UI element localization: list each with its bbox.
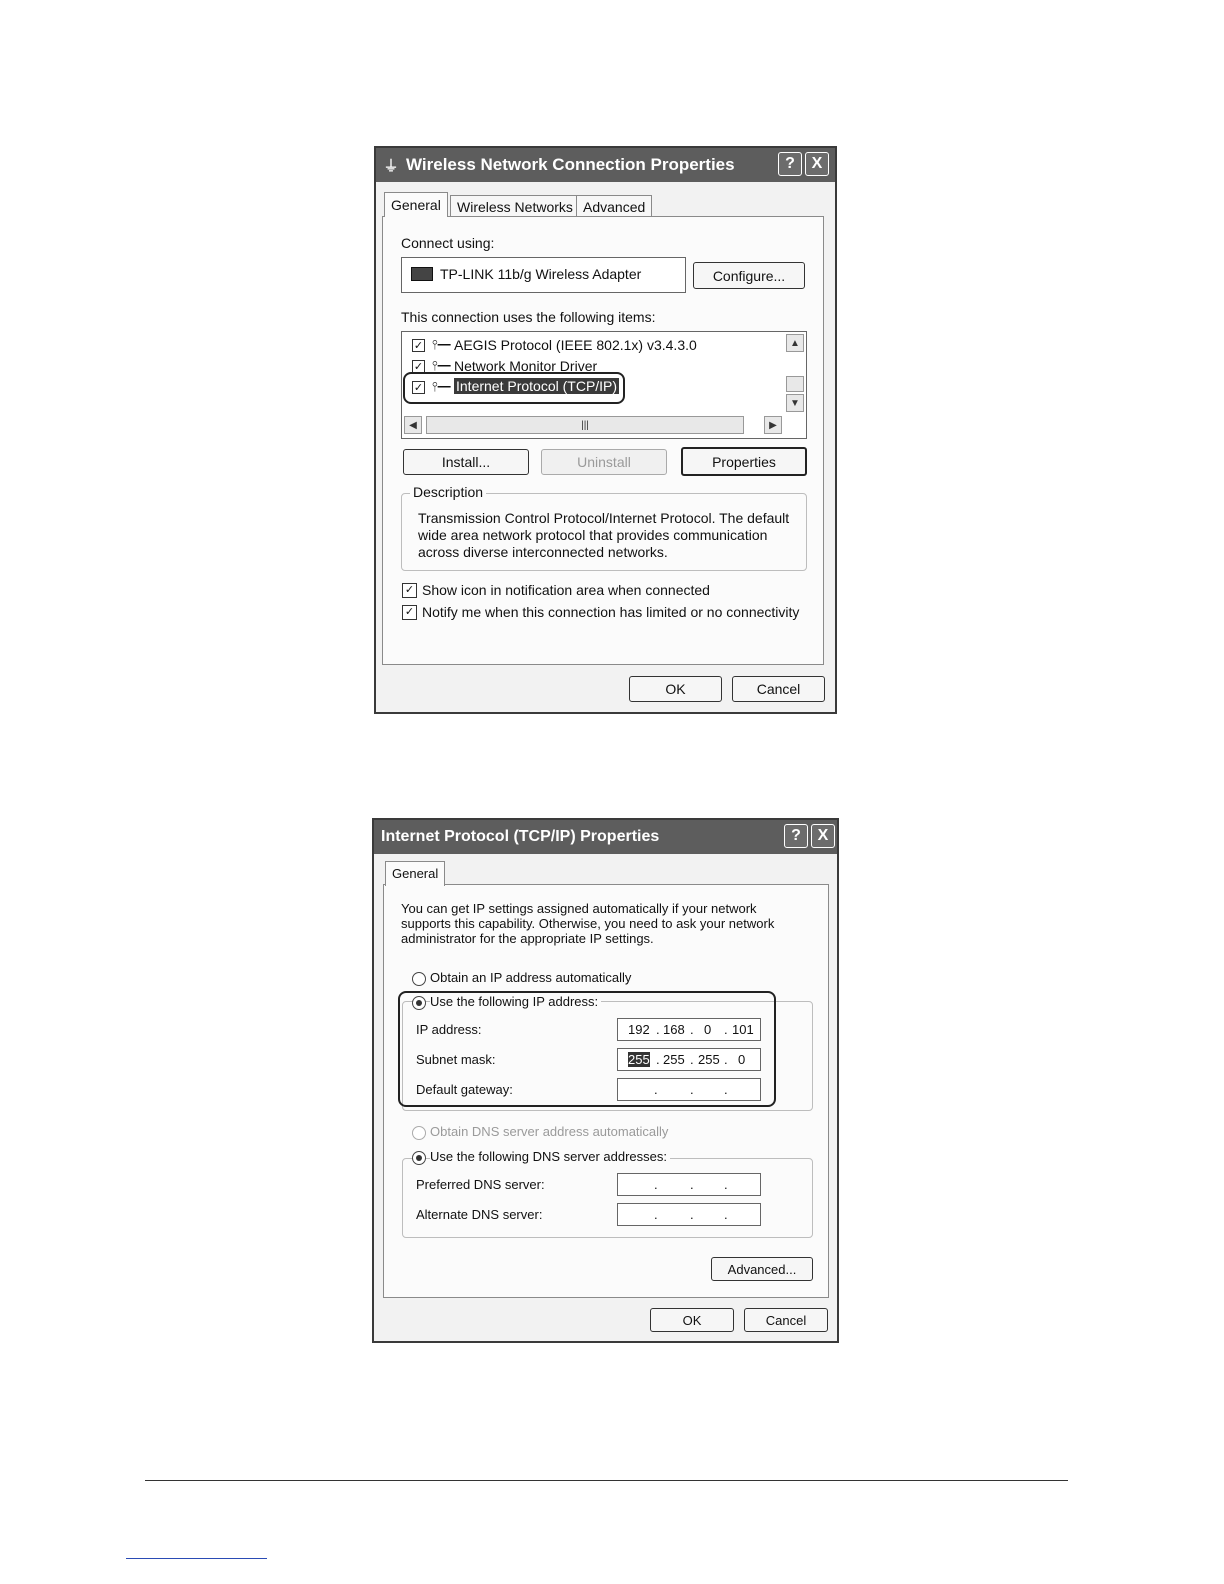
obtain-ip-label: Obtain an IP address automatically (430, 970, 632, 985)
intro-text: You can get IP settings assigned automatically if your network supports this capability. Otherwise, you need to ask your network administrator for the appropriate IP settings. (401, 901, 775, 946)
items-label: This connection uses the following items: (401, 309, 656, 325)
title-bar (374, 820, 837, 854)
obtain-dns-radio (412, 1126, 426, 1140)
show-icon-label: Show icon in notification area when connected (422, 582, 710, 598)
scroll-thumb[interactable] (786, 376, 804, 392)
general-panel (383, 884, 829, 1298)
description-text: Transmission Control Protocol/Internet Protocol. The default wide area network protocol that provides communication across diverse interconnected networks. (418, 510, 790, 560)
selection-highlight-outline (403, 372, 625, 404)
notify-checkbox[interactable]: ✓ (402, 605, 417, 620)
adapter-field (401, 257, 686, 293)
subnet-mask-label: Subnet mask: (416, 1052, 496, 1067)
scroll-up-button[interactable]: ▲ (786, 334, 804, 352)
cancel-button[interactable]: Cancel (744, 1308, 828, 1332)
tab-general[interactable]: General (385, 861, 445, 886)
uninstall-button: Uninstall (541, 449, 667, 475)
item-checkbox[interactable]: ✓ (413, 382, 424, 394)
show-icon-checkbox[interactable]: ✓ (402, 583, 417, 598)
help-button[interactable]: ? (784, 824, 808, 848)
tab-wireless-networks[interactable]: Wireless Networks (450, 195, 580, 217)
use-dns-label: Use the following DNS server addresses: (430, 1149, 670, 1164)
network-protocol-icon: ⫯━ (432, 379, 451, 394)
cancel-button[interactable]: Cancel (732, 676, 825, 702)
footnote-rule (126, 1558, 267, 1559)
use-ip-label: Use the following IP address: (430, 994, 601, 1009)
use-dns-radio[interactable] (412, 1151, 426, 1165)
obtain-dns-label: Obtain DNS server address automatically (430, 1124, 669, 1139)
use-ip-radio[interactable] (412, 996, 426, 1010)
ip-address-label: IP address: (416, 1022, 482, 1037)
alternate-dns-label: Alternate DNS server: (416, 1207, 543, 1222)
description-title: Description (410, 484, 486, 500)
scroll-left-button[interactable]: ◀ (404, 416, 422, 434)
connect-using-label: Connect using: (401, 235, 495, 251)
install-button[interactable]: Install... (403, 449, 529, 475)
item-label: Network Monitor Driver (454, 358, 598, 374)
network-connection-icon: ⏚ (383, 157, 399, 175)
configure-button[interactable]: Configure... (693, 262, 805, 289)
network-protocol-icon: ⫯━ (432, 358, 451, 373)
network-protocol-icon: ⫯━ (432, 337, 451, 352)
dialog-title: Wireless Network Connection Properties (406, 155, 735, 174)
wireless-properties-dialog (374, 146, 837, 714)
item-checkbox[interactable]: ✓ (413, 340, 424, 352)
notify-label: Notify me when this connection has limited or no connectivity (422, 604, 800, 620)
default-gateway-label: Default gateway: (416, 1082, 513, 1097)
ok-button[interactable]: OK (650, 1308, 734, 1332)
title-bar (376, 148, 835, 182)
close-button[interactable]: X (805, 152, 829, 176)
dns-group (402, 1158, 813, 1238)
footer-rule (145, 1480, 1068, 1481)
preferred-dns-label: Preferred DNS server: (416, 1177, 545, 1192)
close-button[interactable]: X (811, 824, 835, 848)
item-label: Internet Protocol (TCP/IP) (456, 378, 618, 394)
general-panel (382, 216, 824, 665)
scroll-down-button[interactable]: ▼ (786, 394, 804, 412)
dialog-title: Internet Protocol (TCP/IP) Properties (381, 828, 660, 845)
ip-address-input[interactable]: 192 . 168 . 0 . 101 (617, 1018, 761, 1041)
alternate-dns-input[interactable]: . . . (617, 1203, 761, 1226)
default-gateway-input[interactable]: . . . (617, 1078, 761, 1101)
horizontal-scroll-thumb[interactable]: ||| (426, 416, 744, 434)
help-button[interactable]: ? (778, 152, 802, 176)
scroll-right-button[interactable]: ▶ (764, 416, 782, 434)
tcpip-properties-dialog (372, 818, 839, 1343)
subnet-mask-input[interactable]: 255 . 255 . 255 . 0 (617, 1048, 761, 1071)
tab-advanced[interactable]: Advanced (576, 195, 652, 217)
tab-general[interactable]: General (384, 192, 448, 217)
preferred-dns-input[interactable]: . . . (617, 1173, 761, 1196)
list-item[interactable] (412, 337, 772, 355)
adapter-name: TP-LINK 11b/g Wireless Adapter (440, 266, 642, 282)
advanced-button[interactable]: Advanced... (711, 1257, 813, 1281)
properties-button[interactable]: Properties (681, 447, 807, 476)
ok-button[interactable]: OK (629, 676, 722, 702)
network-adapter-icon (411, 267, 433, 281)
obtain-ip-radio[interactable] (412, 972, 426, 986)
item-checkbox[interactable]: ✓ (413, 361, 424, 373)
description-group (401, 484, 807, 571)
item-label: AEGIS Protocol (IEEE 802.1x) v3.4.3.0 (454, 337, 697, 353)
